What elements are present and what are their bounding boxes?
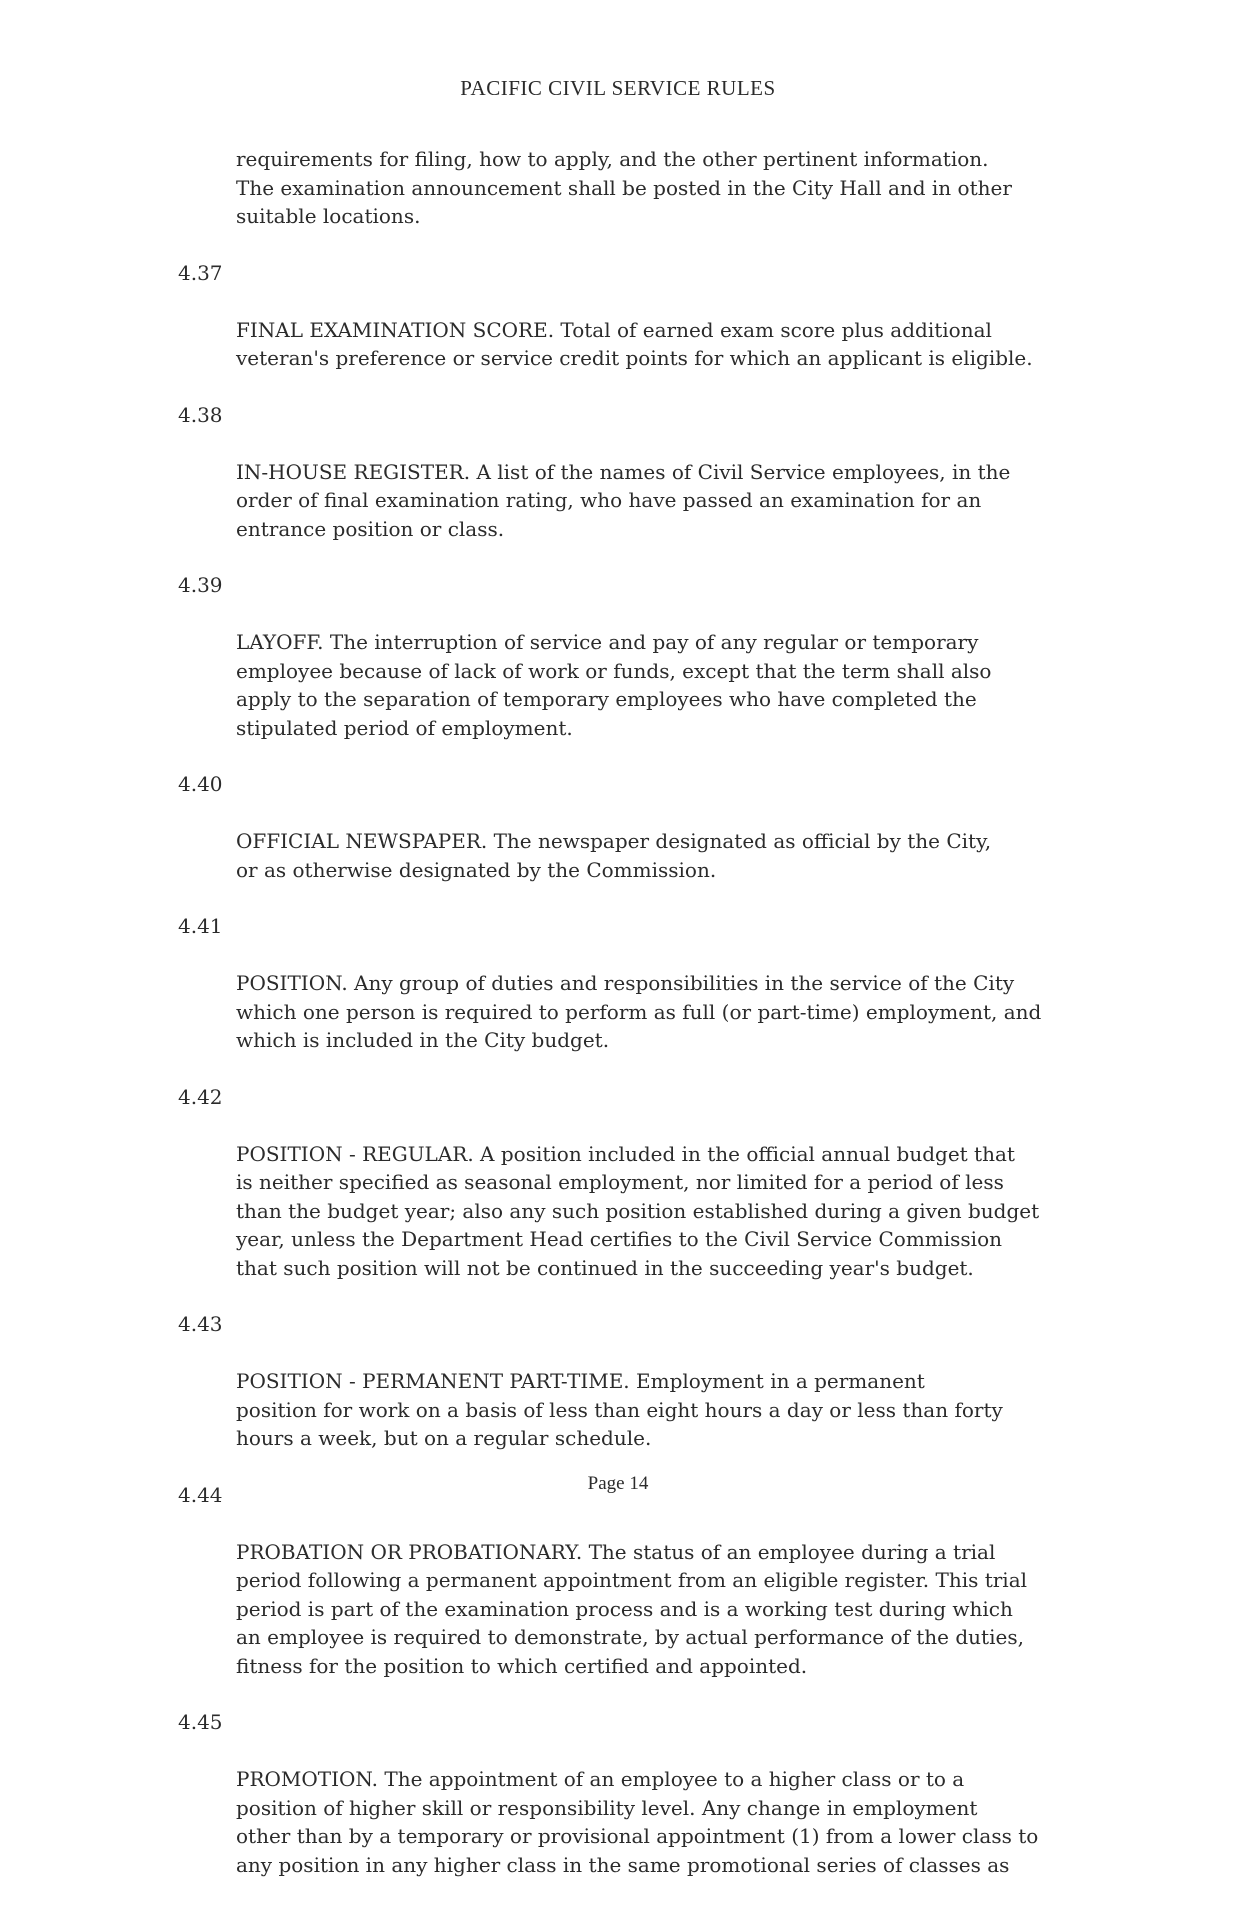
definition-4-39: [178, 571, 1118, 742]
page-title: PACIFIC CIVIL SERVICE RULES: [460, 76, 776, 100]
definition-4-41: [178, 912, 1118, 1055]
document-body: [178, 145, 1118, 1907]
definition-number: 4.39: [178, 573, 223, 597]
definition-4-40: [178, 770, 1118, 884]
definition-4-38: [178, 401, 1118, 544]
definition-number: 4.41: [178, 914, 223, 938]
definition-number: 4.40: [178, 772, 223, 796]
definition-text: POSITION. Any group of duties and responsibilities in the service of the City which one person is required to perform as full (or part-time) employment, and which is included in the City budget.: [236, 971, 1042, 1052]
definition-4-43: [178, 1310, 1118, 1453]
definition-4-37: [178, 259, 1118, 373]
definition-number: 4.43: [178, 1312, 223, 1336]
definition-text: IN-HOUSE REGISTER. A list of the names of Civil Service employees, in the order of final examination rating, who have passed an examination for an entrance position or class.: [236, 459, 1011, 541]
definition-number: 4.37: [178, 260, 223, 285]
definition-text: POSITION - REGULAR. A position included in the official annual budget that is neither specified as seasonal employment, nor limited for a period of less than the budget year; also any such position established during a given budget year, unless the Department Head certifies to the Civil Service Commission that such position will not be continued in the succeeding year's budget.: [236, 1141, 1040, 1280]
continuation-paragraph: requirements for filing, how to apply, and the other pertinent information. The examination announcement shall be posted in the City Hall and in other suitable locations.: [236, 147, 1012, 228]
definition-text: OFFICIAL NEWSPAPER. The newspaper designated as official by the City, or as otherwise designated by the Commission.: [236, 829, 992, 882]
definition-4-45: [178, 1708, 1118, 1879]
page-number: Page 14: [587, 1473, 649, 1494]
definition-text: PROMOTION. The appointment of an employee to a higher class or to a position of higher skill or responsibility level. Any change in employment other than by a temporary or provisional appointment (1) from a lower class to any position in any higher class in the same promotional series of classes as: [236, 1767, 1039, 1877]
definition-number: 4.42: [178, 1084, 223, 1109]
definition-number: 4.44: [178, 1482, 223, 1507]
definition-text: PROBATION OR PROBATIONARY. The status of an employee during a trial period following a permanent appointment from an eligible register. This trial period is part of the examination process and is a working test during which an employee is required to demonstrate, by actual performance of the duties, fitness for the position to which certified and appointed.: [236, 1539, 1028, 1678]
definition-text: LAYOFF. The interruption of service and pay of any regular or temporary employee because of lack of work or funds, except that the term shall also apply to the separation of temporary employees who have completed the stipulated period of employment.: [236, 630, 992, 740]
definition-4-42: [178, 1083, 1118, 1283]
definition-text: POSITION - PERMANENT PART-TIME. Employment in a permanent position for work on a basis of less than eight hours a day or less than forty hours a week, but on a regular schedule.: [236, 1369, 1003, 1450]
definition-number: 4.45: [178, 1710, 223, 1734]
definition-text: FINAL EXAMINATION SCORE. Total of earned exam score plus additional veteran's preference or service credit points for which an applicant is eligible.: [236, 317, 1033, 370]
definition-4-44: [178, 1481, 1118, 1681]
definition-number: 4.38: [178, 402, 223, 427]
